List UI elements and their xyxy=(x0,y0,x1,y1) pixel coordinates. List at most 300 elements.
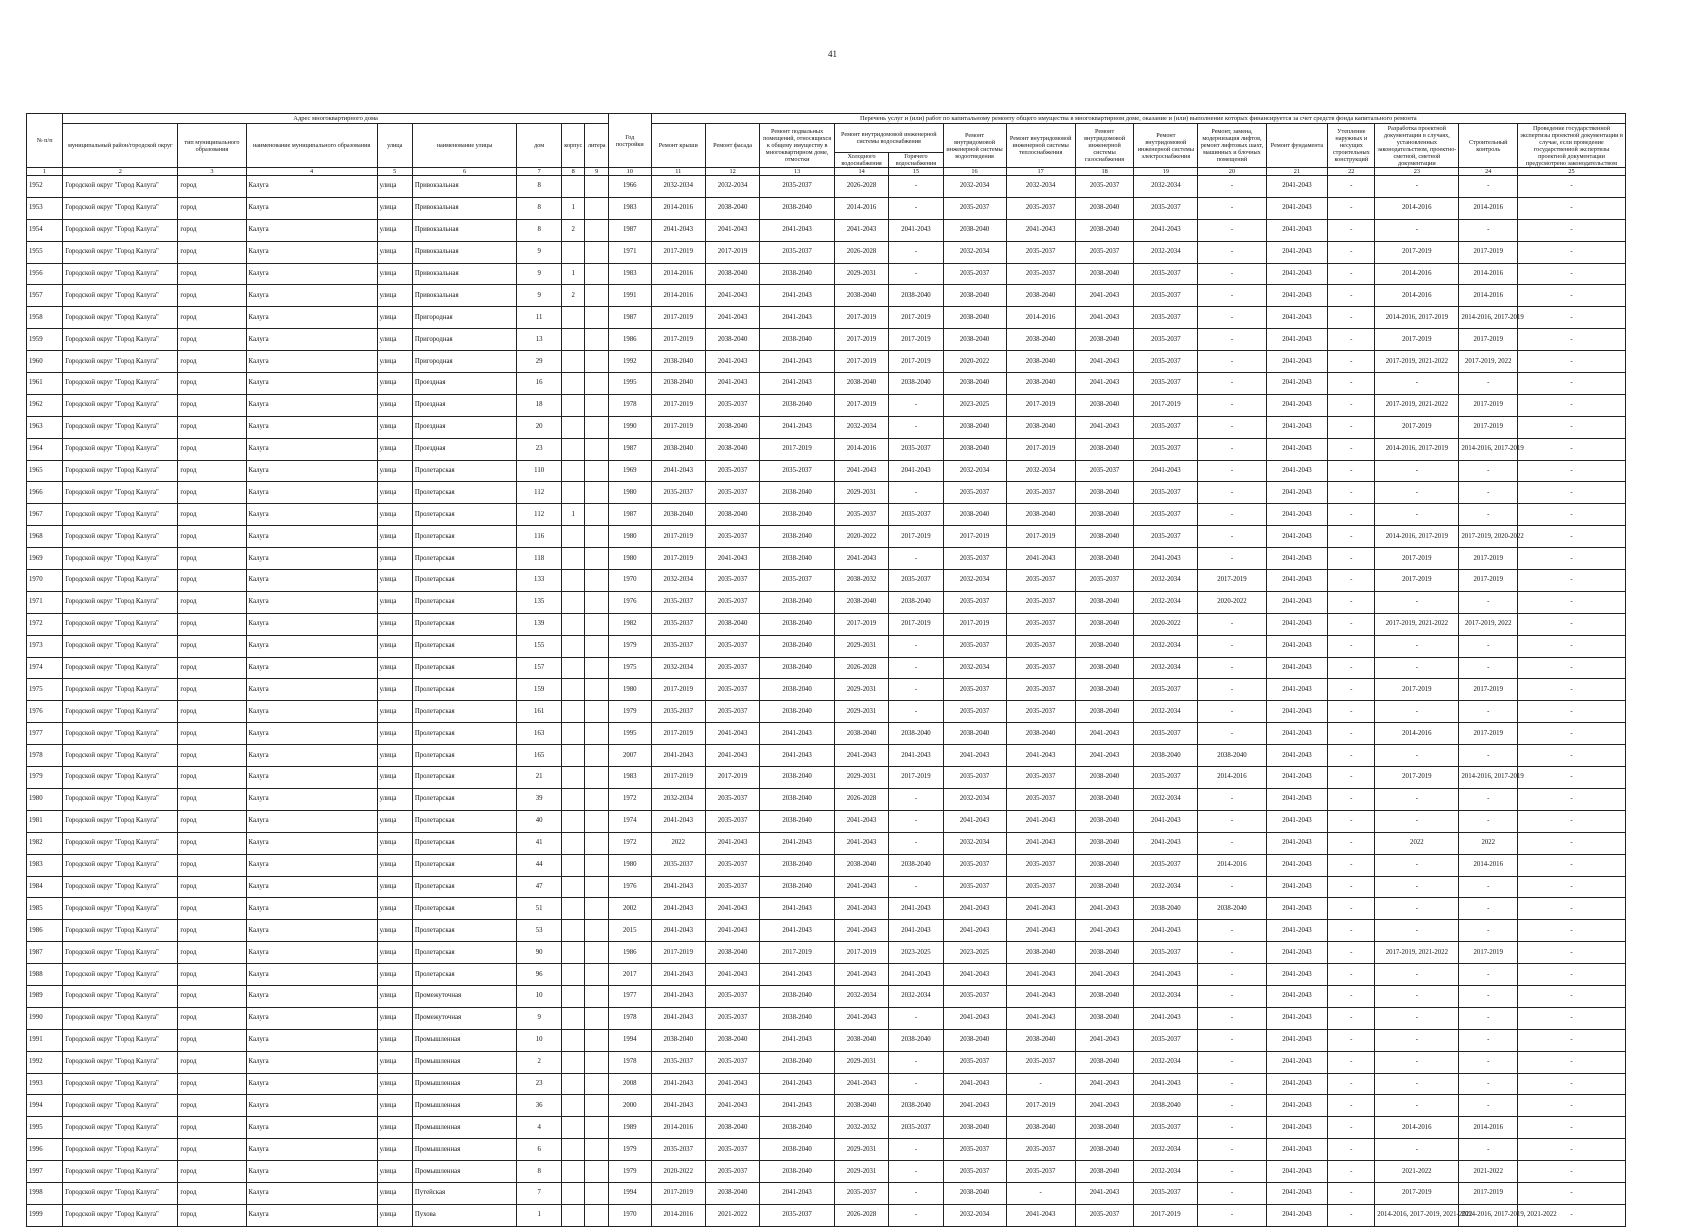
cell-basement-repair: 2041-2043 xyxy=(760,898,835,920)
cell-cold-water: 2041-2043 xyxy=(834,219,888,241)
cell-foundation: 2041-2043 xyxy=(1266,176,1328,198)
cell-cold-water: 2038-2040 xyxy=(834,1029,888,1051)
cell-house: 112 xyxy=(517,504,562,526)
cell-house: 9 xyxy=(517,285,562,307)
cell-construction-control: - xyxy=(1459,482,1518,504)
cell-letter xyxy=(585,570,608,592)
cell-street-name: Пролетарская xyxy=(412,767,516,789)
cell-letter xyxy=(585,548,608,570)
cell-insulation: - xyxy=(1328,394,1375,416)
cell-insulation: - xyxy=(1328,219,1375,241)
cell-house: 112 xyxy=(517,482,562,504)
header-heating: Ремонт внутридомовой инженерной системы теплоснабжения xyxy=(1006,124,1075,168)
cell-roof-repair: 2014-2016 xyxy=(651,263,705,285)
cell-cold-water: 2029-2031 xyxy=(834,767,888,789)
cell-foundation: 2041-2043 xyxy=(1266,482,1328,504)
cell-state-expertise: - xyxy=(1518,526,1626,548)
cell-house: 10 xyxy=(517,985,562,1007)
cell-letter xyxy=(585,373,608,395)
table-row xyxy=(27,460,1626,482)
cell-row-number: 1973 xyxy=(27,635,63,657)
cell-facade-repair: 2035-2037 xyxy=(705,526,759,548)
cell-drainage: 2020-2022 xyxy=(943,351,1006,373)
cell-foundation: 2041-2043 xyxy=(1266,788,1328,810)
cell-design-docs: 2017-2019 xyxy=(1375,416,1459,438)
cell-roof-repair: 2041-2043 xyxy=(651,964,705,986)
cell-foundation: 2041-2043 xyxy=(1266,504,1328,526)
cell-row-number: 1993 xyxy=(27,1073,63,1095)
cell-heating: 2038-2040 xyxy=(1006,285,1075,307)
cell-drainage: 2038-2040 xyxy=(943,1117,1006,1139)
cell-design-docs: 2014-2016 xyxy=(1375,723,1459,745)
cell-gas: 2038-2040 xyxy=(1075,438,1134,460)
cell-hot-water: 2035-2037 xyxy=(889,570,943,592)
cell-state-expertise: - xyxy=(1518,832,1626,854)
cell-street-name: Пригородная xyxy=(412,329,516,351)
cell-basement-repair: 2035-2037 xyxy=(760,460,835,482)
column-number: 18 xyxy=(1075,168,1134,176)
cell-heating: 2035-2037 xyxy=(1006,701,1075,723)
cell-basement-repair: 2038-2040 xyxy=(760,504,835,526)
cell-street-type: улица xyxy=(377,285,412,307)
cell-mo-type: город xyxy=(178,745,246,767)
cell-drainage: 2035-2037 xyxy=(943,1051,1006,1073)
cell-mo-name: Калуга xyxy=(246,548,377,570)
cell-district: Городской округ "Город Калуга" xyxy=(63,788,178,810)
cell-facade-repair: 2041-2043 xyxy=(705,1073,759,1095)
cell-elevators: - xyxy=(1198,416,1266,438)
cell-elevators: - xyxy=(1198,723,1266,745)
cell-street-name: Пролетарская xyxy=(412,504,516,526)
cell-electric: 2035-2037 xyxy=(1134,197,1198,219)
cell-street-type: улица xyxy=(377,1117,412,1139)
cell-street-name: Пролетарская xyxy=(412,548,516,570)
cell-foundation: 2041-2043 xyxy=(1266,635,1328,657)
column-number: 5 xyxy=(377,168,412,176)
cell-heating: 2041-2043 xyxy=(1006,920,1075,942)
cell-mo-name: Калуга xyxy=(246,832,377,854)
cell-design-docs: - xyxy=(1375,482,1459,504)
cell-design-docs: - xyxy=(1375,373,1459,395)
cell-house: 9 xyxy=(517,1007,562,1029)
cell-mo-name: Калуга xyxy=(246,1182,377,1204)
cell-letter xyxy=(585,1073,608,1095)
cell-year-built: 1991 xyxy=(608,285,651,307)
cell-design-docs: - xyxy=(1375,1051,1459,1073)
cell-row-number: 1980 xyxy=(27,788,63,810)
cell-building xyxy=(562,1182,585,1204)
cell-facade-repair: 2041-2043 xyxy=(705,920,759,942)
cell-basement-repair: 2038-2040 xyxy=(760,1161,835,1183)
cell-roof-repair: 2017-2019 xyxy=(651,416,705,438)
cell-hot-water: - xyxy=(889,197,943,219)
cell-drainage: 2041-2043 xyxy=(943,1095,1006,1117)
cell-facade-repair: 2035-2037 xyxy=(705,635,759,657)
cell-roof-repair: 2035-2037 xyxy=(651,482,705,504)
cell-street-type: улица xyxy=(377,810,412,832)
cell-basement-repair: 2038-2040 xyxy=(760,329,835,351)
header-gas: Ремонт внутридомовой инженерной системы газоснабжения xyxy=(1075,124,1134,168)
cell-year-built: 1979 xyxy=(608,635,651,657)
cell-insulation: - xyxy=(1328,285,1375,307)
table-row xyxy=(27,854,1626,876)
cell-mo-type: город xyxy=(178,898,246,920)
cell-foundation: 2041-2043 xyxy=(1266,394,1328,416)
table-body xyxy=(27,176,1626,1227)
cell-letter xyxy=(585,635,608,657)
cell-electric: 2041-2043 xyxy=(1134,219,1198,241)
cell-foundation: 2041-2043 xyxy=(1266,701,1328,723)
cell-district: Городской округ "Город Калуга" xyxy=(63,1139,178,1161)
cell-construction-control: - xyxy=(1459,745,1518,767)
cell-electric: 2035-2037 xyxy=(1134,854,1198,876)
cell-insulation: - xyxy=(1328,351,1375,373)
cell-gas: 2038-2040 xyxy=(1075,1007,1134,1029)
cell-hot-water: - xyxy=(889,1161,943,1183)
cell-state-expertise: - xyxy=(1518,613,1626,635)
cell-building xyxy=(562,985,585,1007)
cell-row-number: 1971 xyxy=(27,591,63,613)
cell-state-expertise: - xyxy=(1518,898,1626,920)
cell-drainage: 2038-2040 xyxy=(943,723,1006,745)
cell-state-expertise: - xyxy=(1518,548,1626,570)
table-row xyxy=(27,1182,1626,1204)
table-row xyxy=(27,832,1626,854)
cell-year-built: 2007 xyxy=(608,745,651,767)
cell-district: Городской округ "Город Калуга" xyxy=(63,1117,178,1139)
cell-electric: 2035-2037 xyxy=(1134,373,1198,395)
cell-state-expertise: - xyxy=(1518,263,1626,285)
cell-letter xyxy=(585,723,608,745)
cell-heating: 2041-2043 xyxy=(1006,832,1075,854)
cell-hot-water: - xyxy=(889,1051,943,1073)
cell-drainage: 2017-2019 xyxy=(943,526,1006,548)
cell-house: 118 xyxy=(517,548,562,570)
table-row xyxy=(27,745,1626,767)
cell-district: Городской округ "Город Калуга" xyxy=(63,570,178,592)
cell-insulation: - xyxy=(1328,548,1375,570)
cell-basement-repair: 2038-2040 xyxy=(760,526,835,548)
cell-year-built: 1979 xyxy=(608,1139,651,1161)
cell-building xyxy=(562,810,585,832)
cell-construction-control: 2017-2019 xyxy=(1459,241,1518,263)
cell-letter xyxy=(585,1182,608,1204)
column-number: 21 xyxy=(1266,168,1328,176)
cell-basement-repair: 2041-2043 xyxy=(760,416,835,438)
cell-gas: 2041-2043 xyxy=(1075,285,1134,307)
cell-gas: 2038-2040 xyxy=(1075,548,1134,570)
cell-heating: 2041-2043 xyxy=(1006,985,1075,1007)
cell-cold-water: 2038-2040 xyxy=(834,591,888,613)
cell-heating: 2035-2037 xyxy=(1006,1161,1075,1183)
cell-gas: 2035-2037 xyxy=(1075,241,1134,263)
cell-row-number: 1952 xyxy=(27,176,63,198)
cell-gas: 2038-2040 xyxy=(1075,657,1134,679)
cell-facade-repair: 2041-2043 xyxy=(705,351,759,373)
cell-row-number: 1954 xyxy=(27,219,63,241)
cell-hot-water: - xyxy=(889,241,943,263)
cell-street-type: улица xyxy=(377,526,412,548)
cell-drainage: 2038-2040 xyxy=(943,219,1006,241)
cell-foundation: 2041-2043 xyxy=(1266,767,1328,789)
cell-design-docs: - xyxy=(1375,1029,1459,1051)
cell-house: 155 xyxy=(517,635,562,657)
cell-basement-repair: 2038-2040 xyxy=(760,854,835,876)
cell-mo-type: город xyxy=(178,723,246,745)
cell-state-expertise: - xyxy=(1518,373,1626,395)
cell-design-docs: 2017-2019 xyxy=(1375,570,1459,592)
cell-year-built: 1969 xyxy=(608,460,651,482)
cell-street-name: Пролетарская xyxy=(412,745,516,767)
column-number: 19 xyxy=(1134,168,1198,176)
cell-district: Городской округ "Город Калуга" xyxy=(63,1204,178,1226)
cell-house: 8 xyxy=(517,1161,562,1183)
cell-hot-water: 2041-2043 xyxy=(889,920,943,942)
cell-elevators: - xyxy=(1198,701,1266,723)
cell-heating: 2038-2040 xyxy=(1006,1029,1075,1051)
cell-basement-repair: 2038-2040 xyxy=(760,767,835,789)
cell-facade-repair: 2041-2043 xyxy=(705,898,759,920)
column-number: 13 xyxy=(760,168,835,176)
cell-cold-water: 2029-2031 xyxy=(834,263,888,285)
cell-mo-name: Калуга xyxy=(246,1095,377,1117)
cell-letter xyxy=(585,898,608,920)
cell-drainage: 2041-2043 xyxy=(943,964,1006,986)
cell-hot-water: 2017-2019 xyxy=(889,613,943,635)
cell-district: Городской округ "Город Калуга" xyxy=(63,1095,178,1117)
cell-hot-water: - xyxy=(889,394,943,416)
cell-hot-water: 2041-2043 xyxy=(889,745,943,767)
cell-elevators: - xyxy=(1198,964,1266,986)
cell-house: 6 xyxy=(517,1139,562,1161)
cell-design-docs: - xyxy=(1375,810,1459,832)
cell-facade-repair: 2035-2037 xyxy=(705,810,759,832)
cell-mo-type: город xyxy=(178,1182,246,1204)
cell-cold-water: 2017-2019 xyxy=(834,613,888,635)
cell-heating: 2041-2043 xyxy=(1006,1007,1075,1029)
cell-basement-repair: 2017-2019 xyxy=(760,942,835,964)
cell-house: 13 xyxy=(517,329,562,351)
cell-gas: 2038-2040 xyxy=(1075,832,1134,854)
cell-house: 116 xyxy=(517,526,562,548)
cell-district: Городской округ "Город Калуга" xyxy=(63,548,178,570)
cell-heating: - xyxy=(1006,1073,1075,1095)
cell-facade-repair: 2035-2037 xyxy=(705,1007,759,1029)
cell-construction-control: - xyxy=(1459,1007,1518,1029)
cell-foundation: 2041-2043 xyxy=(1266,1051,1328,1073)
cell-street-name: Пролетарская xyxy=(412,570,516,592)
cell-electric: 2035-2037 xyxy=(1134,767,1198,789)
cell-basement-repair: 2041-2043 xyxy=(760,1029,835,1051)
cell-cold-water: 2029-2031 xyxy=(834,1161,888,1183)
cell-basement-repair: 2038-2040 xyxy=(760,1139,835,1161)
cell-mo-name: Калуга xyxy=(246,964,377,986)
cell-gas: 2038-2040 xyxy=(1075,197,1134,219)
cell-district: Городской округ "Город Калуга" xyxy=(63,373,178,395)
cell-gas: 2038-2040 xyxy=(1075,329,1134,351)
cell-insulation: - xyxy=(1328,263,1375,285)
cell-insulation: - xyxy=(1328,1204,1375,1226)
cell-construction-control: 2017-2019 xyxy=(1459,723,1518,745)
cell-letter xyxy=(585,920,608,942)
cell-letter xyxy=(585,219,608,241)
cell-construction-control: 2014-2016 xyxy=(1459,854,1518,876)
cell-foundation: 2041-2043 xyxy=(1266,591,1328,613)
cell-foundation: 2041-2043 xyxy=(1266,329,1328,351)
cell-elevators: - xyxy=(1198,1161,1266,1183)
cell-construction-control: 2014-2016, 2017-2019 xyxy=(1459,438,1518,460)
cell-street-name: Пролетарская xyxy=(412,723,516,745)
cell-electric: 2035-2037 xyxy=(1134,416,1198,438)
cell-state-expertise: - xyxy=(1518,1073,1626,1095)
cell-year-built: 1979 xyxy=(608,701,651,723)
cell-elevators: - xyxy=(1198,788,1266,810)
cell-house: 139 xyxy=(517,613,562,635)
cell-electric: 2041-2043 xyxy=(1134,920,1198,942)
cell-row-number: 1953 xyxy=(27,197,63,219)
cell-state-expertise: - xyxy=(1518,570,1626,592)
cell-mo-name: Калуга xyxy=(246,1139,377,1161)
cell-cold-water: 2041-2043 xyxy=(834,810,888,832)
cell-state-expertise: - xyxy=(1518,964,1626,986)
cell-mo-name: Калуга xyxy=(246,504,377,526)
cell-building xyxy=(562,548,585,570)
cell-roof-repair: 2041-2043 xyxy=(651,219,705,241)
cell-cold-water: 2029-2031 xyxy=(834,482,888,504)
header-drainage: Ремонт внутридомовой инженерной системы водоотведения xyxy=(943,124,1006,168)
cell-building xyxy=(562,635,585,657)
table-row xyxy=(27,307,1626,329)
cell-letter xyxy=(585,679,608,701)
cell-row-number: 1961 xyxy=(27,373,63,395)
cell-letter xyxy=(585,504,608,526)
cell-construction-control: 2014-2016, 2017-2019 xyxy=(1459,767,1518,789)
cell-mo-name: Калуга xyxy=(246,285,377,307)
cell-drainage: 2038-2040 xyxy=(943,1182,1006,1204)
cell-gas: 2038-2040 xyxy=(1075,263,1134,285)
cell-roof-repair: 2035-2037 xyxy=(651,635,705,657)
cell-facade-repair: 2038-2040 xyxy=(705,1029,759,1051)
cell-row-number: 1974 xyxy=(27,657,63,679)
cell-drainage: 2023-2025 xyxy=(943,394,1006,416)
cell-facade-repair: 2038-2040 xyxy=(705,504,759,526)
cell-heating: 2017-2019 xyxy=(1006,526,1075,548)
cell-elevators: - xyxy=(1198,548,1266,570)
cell-heating: 2035-2037 xyxy=(1006,591,1075,613)
cell-mo-type: город xyxy=(178,176,246,198)
cell-drainage: 2032-2034 xyxy=(943,657,1006,679)
cell-hot-water: - xyxy=(889,679,943,701)
table-row xyxy=(27,176,1626,198)
cell-electric: 2035-2037 xyxy=(1134,942,1198,964)
cell-mo-name: Калуга xyxy=(246,920,377,942)
cell-elevators: 2038-2040 xyxy=(1198,898,1266,920)
cell-state-expertise: - xyxy=(1518,1204,1626,1226)
cell-letter xyxy=(585,307,608,329)
cell-construction-control: - xyxy=(1459,788,1518,810)
column-number: 6 xyxy=(412,168,516,176)
cell-mo-type: город xyxy=(178,373,246,395)
cell-elevators: - xyxy=(1198,438,1266,460)
cell-heating: 2038-2040 xyxy=(1006,373,1075,395)
cell-roof-repair: 2035-2037 xyxy=(651,1051,705,1073)
cell-gas: 2041-2043 xyxy=(1075,373,1134,395)
cell-letter xyxy=(585,854,608,876)
cell-design-docs: - xyxy=(1375,701,1459,723)
column-number: 1 xyxy=(27,168,63,176)
cell-house: 47 xyxy=(517,876,562,898)
cell-district: Городской округ "Город Калуга" xyxy=(63,591,178,613)
cell-design-docs: 2021-2022 xyxy=(1375,1161,1459,1183)
cell-row-number: 1978 xyxy=(27,745,63,767)
cell-gas: 2038-2040 xyxy=(1075,788,1134,810)
cell-mo-name: Калуга xyxy=(246,482,377,504)
cell-elevators: - xyxy=(1198,1139,1266,1161)
cell-street-type: улица xyxy=(377,701,412,723)
cell-electric: 2032-2034 xyxy=(1134,635,1198,657)
cell-gas: 2041-2043 xyxy=(1075,1095,1134,1117)
cell-state-expertise: - xyxy=(1518,1161,1626,1183)
cell-mo-type: город xyxy=(178,197,246,219)
cell-mo-name: Калуга xyxy=(246,394,377,416)
cell-electric: 2035-2037 xyxy=(1134,263,1198,285)
cell-state-expertise: - xyxy=(1518,701,1626,723)
cell-design-docs: 2014-2016, 2017-2019, 2021-2022 xyxy=(1375,1204,1459,1226)
cell-cold-water: 2038-2040 xyxy=(834,373,888,395)
cell-roof-repair: 2041-2043 xyxy=(651,876,705,898)
cell-gas: 2035-2037 xyxy=(1075,460,1134,482)
cell-street-name: Проездная xyxy=(412,438,516,460)
cell-design-docs: - xyxy=(1375,657,1459,679)
cell-design-docs: 2017-2019, 2021-2022 xyxy=(1375,613,1459,635)
cell-design-docs: - xyxy=(1375,1095,1459,1117)
cell-mo-name: Калуга xyxy=(246,591,377,613)
cell-cold-water: 2029-2031 xyxy=(834,1051,888,1073)
cell-district: Городской округ "Город Калуга" xyxy=(63,898,178,920)
cell-mo-type: город xyxy=(178,219,246,241)
table-row xyxy=(27,241,1626,263)
cell-mo-name: Калуга xyxy=(246,788,377,810)
cell-drainage: 2041-2043 xyxy=(943,1007,1006,1029)
cell-insulation: - xyxy=(1328,241,1375,263)
cell-street-type: улица xyxy=(377,1161,412,1183)
cell-elevators: - xyxy=(1198,329,1266,351)
cell-mo-type: город xyxy=(178,416,246,438)
cell-mo-type: город xyxy=(178,285,246,307)
cell-letter xyxy=(585,394,608,416)
cell-heating: 2041-2043 xyxy=(1006,1204,1075,1226)
column-number: 8 xyxy=(562,168,585,176)
column-number: 11 xyxy=(651,168,705,176)
cell-design-docs: - xyxy=(1375,876,1459,898)
cell-roof-repair: 2032-2034 xyxy=(651,176,705,198)
cell-state-expertise: - xyxy=(1518,591,1626,613)
cell-roof-repair: 2038-2040 xyxy=(651,373,705,395)
cell-district: Городской округ "Город Калуга" xyxy=(63,460,178,482)
cell-row-number: 1995 xyxy=(27,1117,63,1139)
cell-heating: 2035-2037 xyxy=(1006,767,1075,789)
cell-row-number: 1984 xyxy=(27,876,63,898)
cell-house: 16 xyxy=(517,373,562,395)
cell-building: 2 xyxy=(562,219,585,241)
column-number: 9 xyxy=(585,168,608,176)
cell-cold-water: 2017-2019 xyxy=(834,307,888,329)
cell-gas: 2041-2043 xyxy=(1075,1182,1134,1204)
cell-cold-water: 2035-2037 xyxy=(834,1182,888,1204)
cell-electric: 2035-2037 xyxy=(1134,679,1198,701)
cell-elevators: - xyxy=(1198,460,1266,482)
cell-year-built: 1966 xyxy=(608,176,651,198)
